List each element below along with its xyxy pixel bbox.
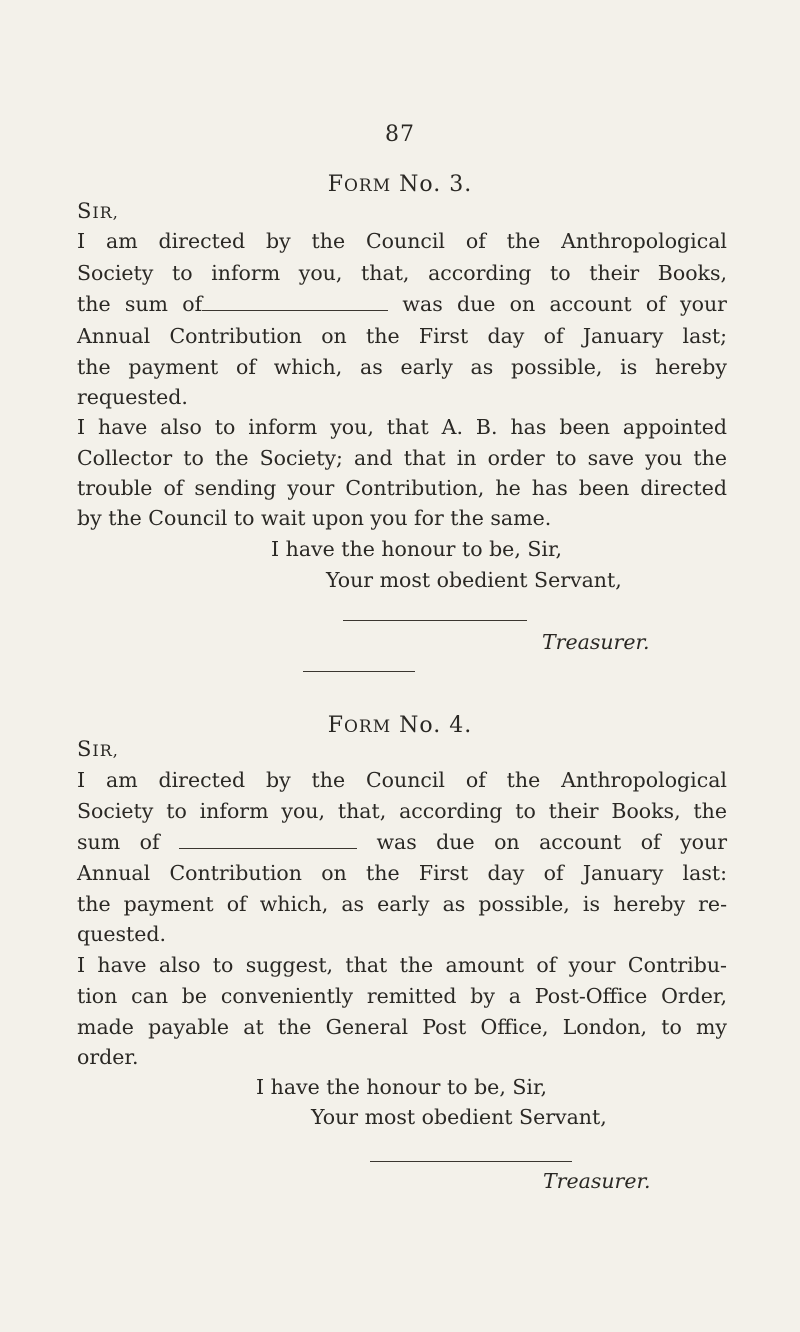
form3-line-2: Society to inform you, that, according to their Books, [77, 261, 727, 285]
form4-title [0, 713, 800, 738]
form4-title-cap: F [327, 713, 344, 738]
form4-line-5: the payment of which, as early as possible, is hereby re- [77, 892, 727, 916]
form4-closing-2: Your most obedient Servant, [311, 1105, 607, 1129]
section-divider [303, 671, 415, 672]
form4-line-1: I am directed by the Council of the Anthropological [77, 768, 727, 792]
form3-line-8: Collector to the Society; and that in order to save you the [77, 446, 727, 470]
form4-line-9: made payable at the General Post Office, London, to my [77, 1015, 727, 1039]
form4-line-2: Society to inform you, that, according to their Books, the [77, 799, 727, 823]
form3-signature-line [343, 620, 527, 621]
form4-sum-trailing: was due on account of your [376, 830, 727, 854]
form4-line-7: I have also to suggest, that the amount of your Contribu- [77, 953, 727, 977]
form4-title-rest: ORM [344, 717, 392, 737]
form3-title [0, 172, 800, 197]
form3-line-1: I am directed by the Council of the Anthropological [77, 229, 727, 253]
form4-title-number: No. 4. [399, 713, 473, 738]
form3-line-10: by the Council to wait upon you for the same. [77, 506, 552, 530]
form3-title-number: No. 3. [399, 172, 473, 197]
form3-line-9: trouble of sending your Contribution, he has been directed [77, 476, 727, 500]
form3-sum-label: the sum of [77, 292, 203, 316]
form4-salutation-cap: S [77, 737, 93, 761]
form3-line-5: the payment of which, as early as possible, is hereby [77, 355, 727, 379]
form3-salutation-cap: S [77, 199, 93, 223]
form4-salutation [77, 737, 119, 761]
form4-closing-1: I have the honour to be, Sir, [256, 1075, 548, 1099]
form3-sum-blank [202, 290, 388, 311]
form4-line-8: tion can be conveniently remitted by a Post-Office Order, [77, 984, 727, 1008]
form4-salutation-rest: IR, [92, 741, 119, 760]
form3-line-4: Annual Contribution on the First day of January last; [77, 324, 727, 348]
form3-title-cap: F [327, 172, 344, 197]
form4-signature-title: Treasurer. [543, 1169, 651, 1193]
form3-line-3 [77, 288, 727, 320]
form3-signature-title: Treasurer. [542, 630, 650, 654]
form3-title-rest: ORM [344, 176, 392, 196]
form4-signature-line [370, 1161, 572, 1162]
form3-salutation-rest: IR, [92, 203, 119, 222]
form3-line-7: I have also to inform you, that A. B. has been appointed [77, 415, 727, 439]
form4-sum-blank [179, 828, 357, 849]
form3-closing-1: I have the honour to be, Sir, [271, 537, 563, 561]
page-number: 87 [385, 122, 415, 147]
form4-sum-label: sum of [77, 830, 160, 854]
form4-line-4: Annual Contribution on the First day of January last: [77, 861, 727, 885]
form4-line-6: quested. [77, 922, 166, 946]
form3-sum-trailing: was due on account of your [402, 292, 727, 316]
form4-line-3 [77, 826, 727, 858]
form3-salutation [77, 199, 119, 223]
form4-line-10: order. [77, 1045, 139, 1069]
form3-closing-2: Your most obedient Servant, [326, 568, 622, 592]
form3-line-6: requested. [77, 385, 188, 409]
